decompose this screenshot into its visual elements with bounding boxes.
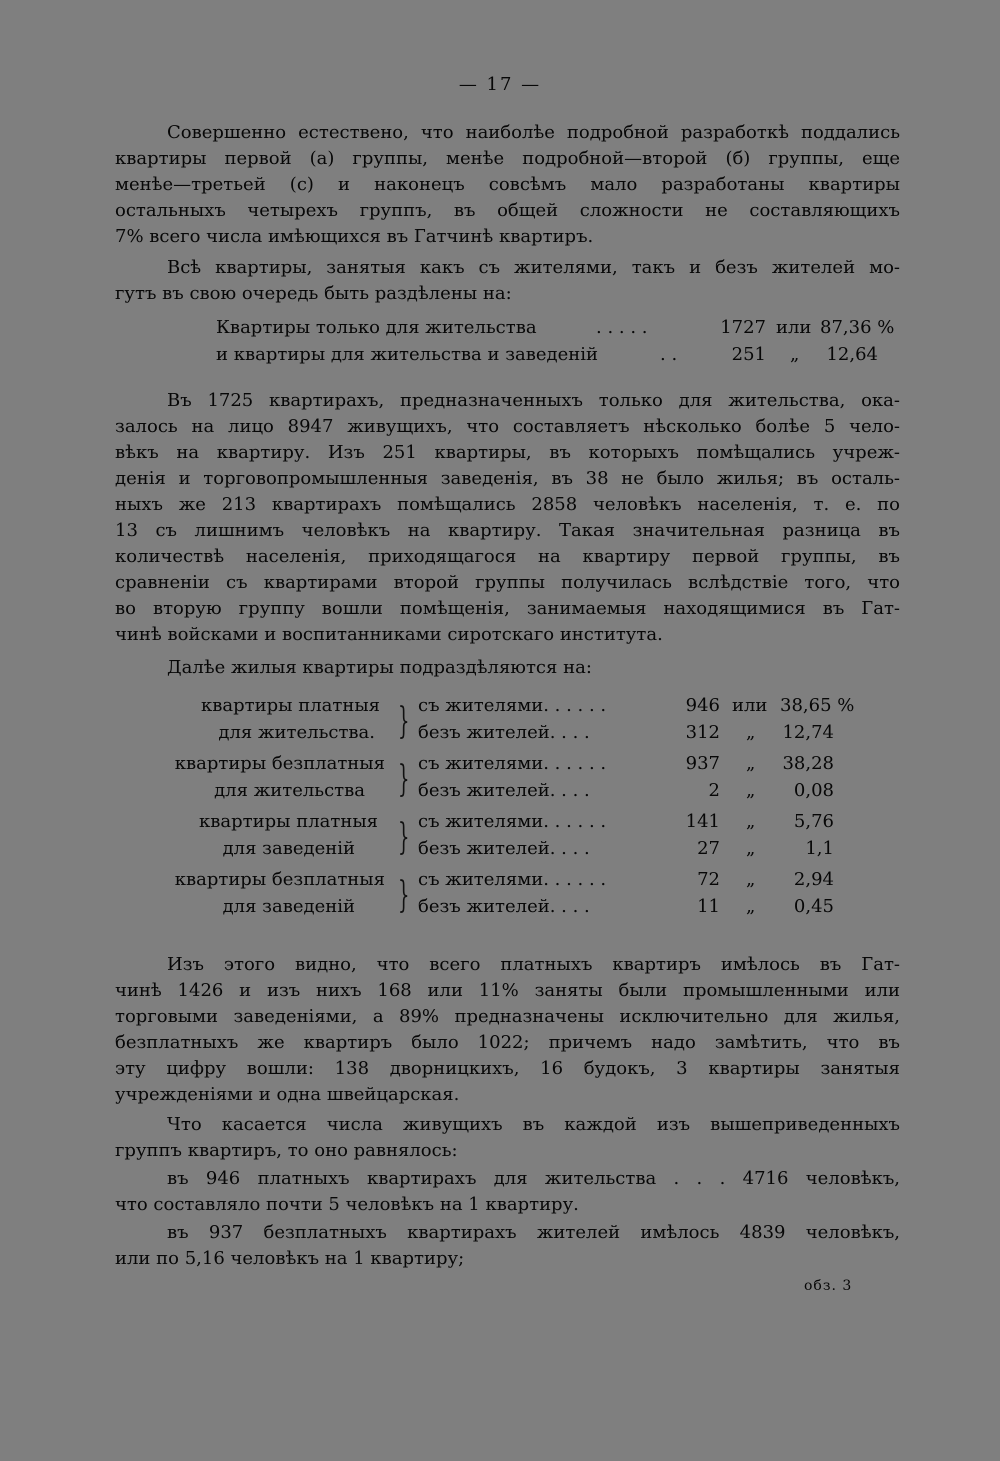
group-sep: „ [746,780,756,801]
group-sub: съ жителями. . . . . . [418,869,607,890]
text-line: Въ 1725 квартирахъ, предназначенныхъ только для жительства, ока- [167,390,900,411]
brace: } [398,701,410,742]
text-line: квартиры первой (а) группы, менѣе подробной—второй (б) группы, еще [115,148,900,169]
text-line: количествѣ населенія, приходящагося на квартиру первой группы, въ [115,546,900,567]
group-percent: 38,65 % [780,695,855,716]
text-line: Всѣ квартиры, занятыя какъ съ жителями, такъ и безъ жителей мо- [167,257,900,278]
group-count: 312 [685,722,720,743]
paragraph-5 [115,952,900,1108]
group-sub: безъ жителей. . . . [418,896,590,917]
group-label: для жительства [214,780,365,801]
text-line: или по 5,16 человѣкъ на 1 квартиру; [115,1248,465,1269]
paragraph-7 [115,1166,900,1218]
text-line: остальныхъ четырехъ группъ, въ общей сложности не составляющихъ [115,200,900,221]
group-count: 2 [708,780,720,801]
group-label: для заведеній [222,896,355,917]
group-sub: съ жителями. . . . . . [418,811,607,832]
group-percent: 0,08 [793,780,834,801]
paragraph-1 [115,120,900,250]
paragraph-6 [115,1112,900,1164]
division-percent: 12,64 [826,344,878,365]
group-count: 141 [685,811,720,832]
group-sub: безъ жителей. . . . [418,838,590,859]
text-line: учрежденіями и одна швейцарская. [115,1084,460,1105]
division-count: 251 [731,344,766,365]
group-label: квартиры безплатныя [174,869,385,890]
text-line: Что касается числа живущихъ въ каждой изъ вышеприведенныхъ [167,1114,900,1135]
division-sep: или [776,317,812,338]
text-line: эту цифру вошли: 138 дворницкихъ, 16 будокъ, 3 квартиры занятыя [115,1058,900,1079]
paragraph-3 [115,388,900,648]
division-label: и квартиры для жительства и заведеній [216,344,599,365]
paragraph-2 [115,255,900,307]
group-percent: 2,94 [793,869,834,890]
brace: } [398,759,410,800]
brace: } [398,817,410,858]
group-label: для заведеній [222,838,355,859]
text-line: вѣкъ на квартиру. Изъ 251 квартиры, въ которыхъ помѣщались учреж- [115,442,900,463]
text-line: въ 946 платныхъ квартирахъ для жительства . . . 4716 человѣкъ, [167,1168,900,1189]
group-percent: 38,28 [782,753,834,774]
text-line: денія и торговопромышленныя заведенія, въ 38 не было жилья; въ осталь- [115,468,900,489]
group-count: 72 [697,869,720,890]
brace: } [398,875,410,916]
division-dots: . . . . . [596,317,648,338]
group-sep: „ [746,869,756,890]
text-line: Далѣе жилыя квартиры подраздѣляются на: [167,657,592,678]
group-count: 11 [697,896,720,917]
group-sub: безъ жителей. . . . [418,722,590,743]
group-percent: 12,74 [782,722,834,743]
division-dots: . . [660,344,678,365]
paragraph-4 [115,655,900,681]
group-sub: съ жителями. . . . . . [418,753,607,774]
group-count: 946 [685,695,720,716]
text-line: группъ квартиръ, то оно равнялось: [115,1140,458,1161]
group-label: квартиры платныя [201,695,380,716]
group-sub: съ жителями. . . . . . [418,695,607,716]
text-line: въ 937 безплатныхъ квартирахъ жителей имѣлось 4839 человѣкъ, [167,1222,900,1243]
signature-mark: обз. 3 [804,1278,853,1294]
group-label: квартиры безплатныя [174,753,385,774]
group-sub: безъ жителей. . . . [418,780,590,801]
text-line: что составляло почти 5 человѣкъ на 1 квартиру. [115,1194,579,1215]
page-number: — 17 — [458,74,542,95]
text-line: залось на лицо 8947 живущихъ, что составляетъ нѣсколько болѣе 5 чело- [115,416,900,437]
group-sep: „ [746,896,756,917]
paragraph-8 [115,1220,900,1272]
text-line: гутъ въ свою очередь быть раздѣлены на: [115,283,512,304]
group-sep: „ [746,722,756,743]
group-sep: или [732,695,768,716]
group-percent: 1,1 [805,838,834,859]
group-count: 937 [685,753,720,774]
text-line: Изъ этого видно, что всего платныхъ квартиръ имѣлось въ Гат- [167,954,900,975]
text-line: чинѣ 1426 и изъ нихъ 168 или 11% заняты были промышленными или [115,980,900,1001]
group-sep: „ [746,838,756,859]
group-sep: „ [746,811,756,832]
division-label: Квартиры только для жительства [216,317,537,338]
text-line: Совершенно естествено, что наиболѣе подробной разработкѣ поддались [167,122,900,143]
text-line: торговыми заведеніями, а 89% предназначены исключительно для жилья, [115,1006,900,1027]
text-line: во вторую группу вошли помѣщенія, занимаемыя находящимися въ Гат- [115,598,900,619]
text-line: сравненіи съ квартирами второй группы получилась вслѣдствіе того, что [115,572,900,593]
text-line: ныхъ же 213 квартирахъ помѣщались 2858 человѣкъ населенія, т. е. по [115,494,900,515]
group-count: 27 [697,838,720,859]
division-percent: 87,36 % [820,317,895,338]
text-line: 13 съ лишнимъ человѣкъ на квартиру. Такая значительная разница въ [115,520,900,541]
text-line: менѣе—третьей (с) и наконецъ совсѣмъ мало разработаны квартиры [115,174,900,195]
group-percent: 5,76 [793,811,834,832]
group-sep: „ [746,753,756,774]
text-line: чинѣ войсками и воспитанниками сиротскаго института. [115,624,663,645]
division-sep: „ [790,344,800,365]
text-line: безплатныхъ же квартиръ было 1022; причемъ надо замѣтить, что въ [115,1032,900,1053]
division-count: 1727 [720,317,766,338]
text-line: 7% всего числа имѣющихся въ Гатчинѣ квартиръ. [115,226,594,247]
group-label: квартиры платныя [199,811,378,832]
group-label: для жительства. [218,722,375,743]
group-percent: 0,45 [793,896,834,917]
